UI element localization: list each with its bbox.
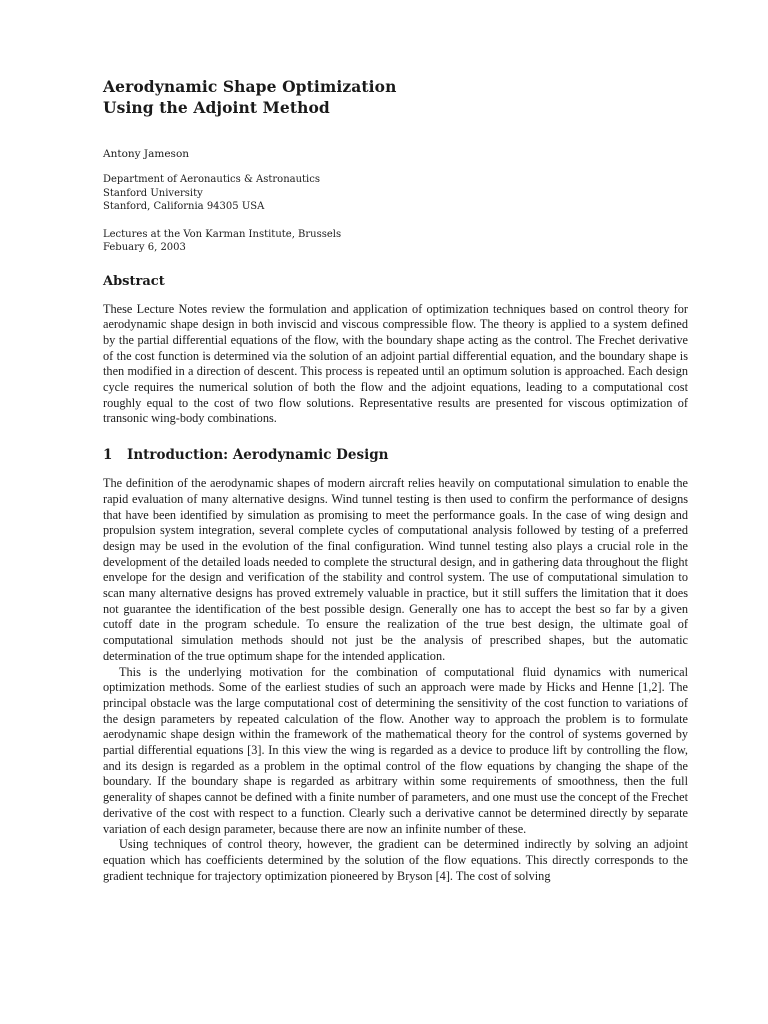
body-paragraph-2: This is the underlying motivation for the combination of computational fluid dynamics with numerical optimization methods. Some of the earliest studies of such an approach were made by Hicks and Henne [1,2]. The principal obstacle was the large computational cost of determining the sensitivity of the cost function to variations of the design parameters by repeated calculation of the flow. Another way to approach the problem is to formulate aerodynamic shape design within the framework of the mathematical theory for the control of systems governed by partial differential equations [3]. In this view the wing is regarded as a device to produce lift by controlling the flow, and its design is regarded as a problem in the optimal control of the flow equations by changing the shape of the boundary. If the boundary shape is regarded as arbitrary within some requirements of smoothness, then the full generality of shapes cannot be defined with a finite number of parameters, and one must use the concept of the Frechet derivative of the cost with respect to a function. Clearly such a derivative cannot be determined directly by separate variation of each design parameter, because there are now an infinite number of these. <box>103 664 688 836</box>
body-paragraph-1: The definition of the aerodynamic shapes of modern aircraft relies heavily on computational simulation to enable the rapid evaluation of many alternative designs. Wind tunnel testing is then used to confirm the performance of designs that have been identified by simulation as promising to meet the performance goals. In the case of wing design and propulsion system integration, several complete cycles of computational analysis followed by testing of a preferred design may be used in the evolution of the final configuration. Wind tunnel testing also plays a crucial role in the development of the detailed loads needed to complete the structural design, and in gathering data throughout the flight envelope for the design and verification of the stability and control system. The use of computational simulation to scan many alternative designs has proved extremely valuable in practice, but it still suffers the limitation that it does not guarantee the identification of the best possible design. Generally one has to accept the best so far by a given cutoff date in the program schedule. To ensure the realization of the true best design, the ultimate goal of computational simulation methods should not just be the analysis of prescribed shapes, but the automatic determination of the true optimum shape for the intended application. <box>103 476 688 663</box>
section-number: 1 <box>103 447 113 464</box>
affiliation-address: Stanford, California 94305 USA <box>103 201 265 212</box>
paper-title-line-1: Aerodynamic Shape Optimization <box>103 77 397 96</box>
lecture-date: Febuary 6, 2003 <box>103 242 186 253</box>
paper-title <box>103 76 688 118</box>
author-name: Antony Jameson <box>103 148 190 160</box>
abstract-text: These Lecture Notes review the formulation and application of optimization techniques based on control theory for aerodynamic shape design in both inviscid and viscous compressible flow. The theory is applied to a system defined by the partial differential equations of the flow, with the boundary shape acting as the control. The Frechet derivative of the cost function is determined via the solution of an adjoint partial differential equation, and the boundary shape is then modified in a direction of descent. This process is repeated until an optimum solution is approached. Each design cycle requires the numerical solution of both the flow and the adjoint equations, leading to a computational cost roughly equal to the cost of two flow solutions. Representative results are presented for viscous optimization of transonic wing-body combinations. <box>103 301 688 426</box>
section-body <box>103 476 688 884</box>
affiliation-university: Stanford University <box>103 187 203 199</box>
affiliation-department: Department of Aeronautics & Astronautics <box>103 174 320 185</box>
body-paragraph-3: Using techniques of control theory, however, the gradient can be determined indirectly by solving an adjoint equation which has coefficients determined by the solution of the flow equations. This directly corresponds to the gradient technique for trajectory optimization pioneered by Bryson [4]. The cost of solving <box>103 837 688 883</box>
lecture-note <box>103 228 688 255</box>
author-affiliation <box>103 173 688 214</box>
lecture-venue: Lectures at the Von Karman Institute, Brussels <box>103 228 342 240</box>
paper-title-line-2: Using the Adjoint Method <box>103 98 330 117</box>
section-title: Introduction: Aerodynamic Design <box>127 447 389 464</box>
section-heading <box>103 447 688 464</box>
page-content <box>103 76 688 884</box>
abstract-heading: Abstract <box>103 273 165 289</box>
